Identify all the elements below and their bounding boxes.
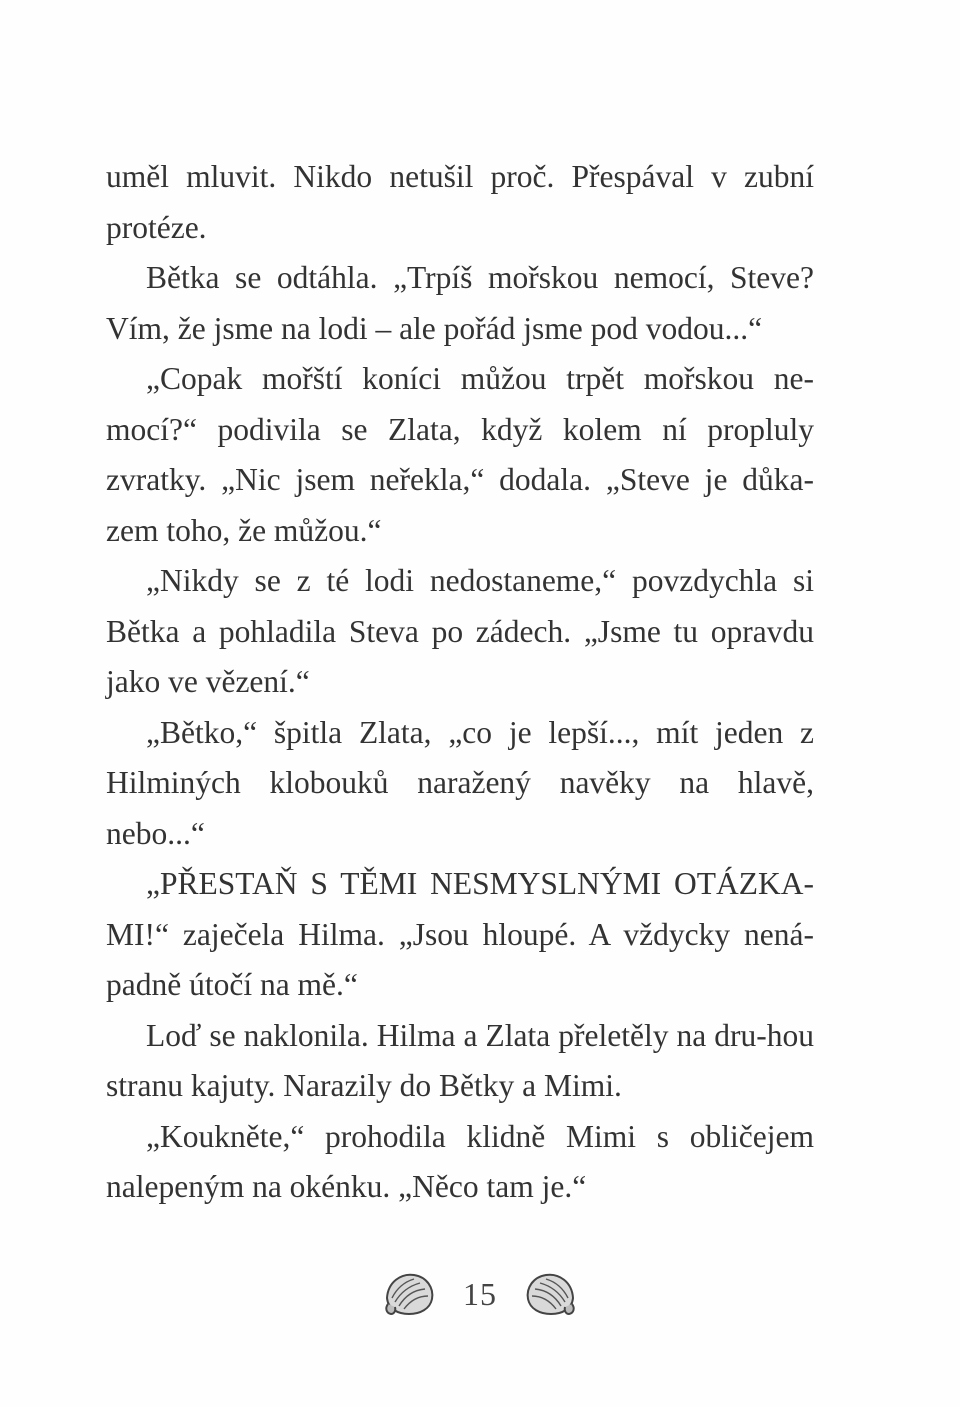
paragraph-6: „PŘESTAŇ S TĚMI NESMYSLNÝMI OTÁZKA-MI!“ zaječela Hilma. „Jsou hloupé. A vždycky nená-padně útočí na mě.“ (106, 866, 814, 1002)
page-number: 15 (463, 1275, 497, 1312)
page-footer (360, 1262, 600, 1326)
paragraph-1: uměl mluvit. Nikdo netušil proč. Přespával v zubní protéze. (106, 159, 814, 245)
paragraph-4: „Nikdy se z té lodi nedostaneme,“ povzdychla si Bětka a pohladila Steva po zádech. „Jsme tu opravdu jako ve vězení.“ (106, 563, 814, 699)
paragraph-5: „Bětko,“ špitla Zlata, „co je lepší..., mít jeden z Hilminých klobouků naražený navěky na hlavě, nebo...“ (106, 714, 814, 851)
paragraph-2: Bětka se odtáhla. „Trpíš mořskou nemocí, Steve? Vím, že jsme na lodi – ale pořád jsme pod vodou...“ (106, 260, 814, 346)
shell-icon (521, 1268, 579, 1320)
shell-icon (381, 1268, 439, 1320)
paragraph-7: Loď se naklonila. Hilma a Zlata přeletěly na dru-hou stranu kajuty. Narazily do Bětky a Mimi. (106, 1017, 814, 1103)
body-text (106, 152, 814, 1213)
paragraph-3: „Copak mořští koníci můžou trpět mořskou ne-mocí?“ podivila se Zlata, když kolem ní propluly zvratky. „Nic jsem neřekla,“ dodala. „Steve je důka-zem toho, že můžou.“ (106, 361, 814, 548)
paragraph-8: „Koukněte,“ prohodila klidně Mimi s obličejem nalepeným na okénku. „Něco tam je.“ (106, 1118, 814, 1204)
